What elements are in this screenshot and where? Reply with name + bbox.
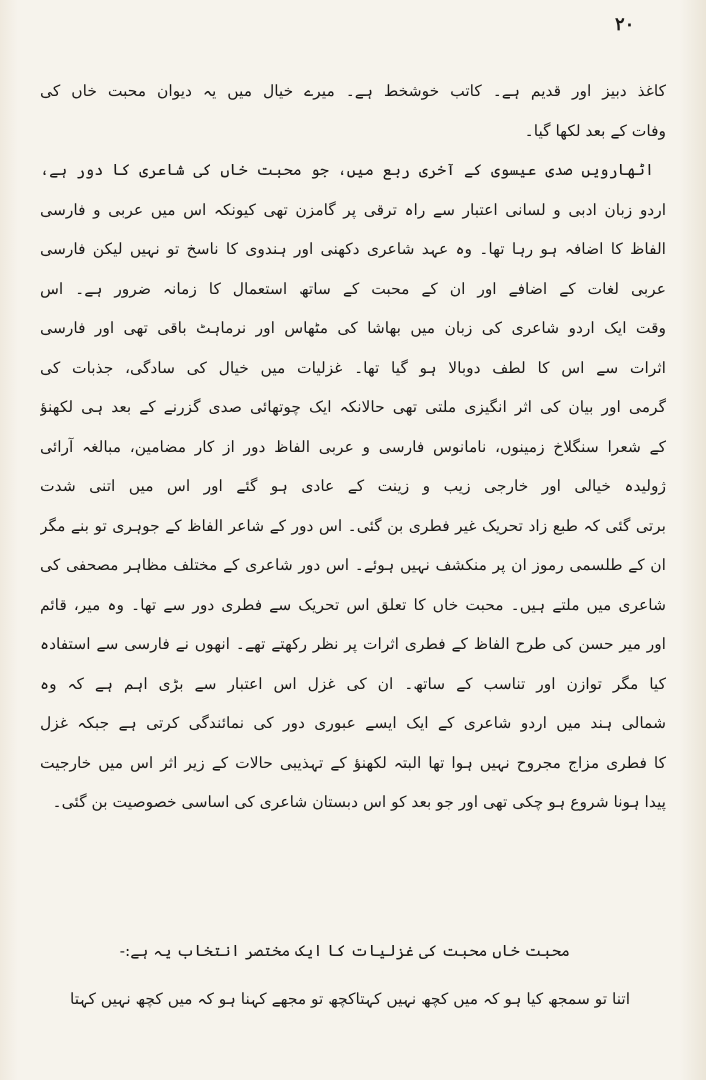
text-line: الفاظ کا اضافہ ہو رہا تھا۔ وہ عہد شاعری دکھنی اور ہندوی کا ناسخ تو نہیں لیکن فارسی: [40, 240, 666, 258]
text-line: اٹھارویں صدی عیسوی کے آخری ربع میں، جو محبت خاں کی شاعری کا دور ہے،: [40, 161, 654, 179]
text-line: برتی گئی کہ طبع زاد تحریک غیر فطری بن گئی۔ اس دور کے شاعر الفاظ کے جوہری تو بنے مگر: [40, 516, 666, 535]
text-line: کیا مگر توازن اور تناسب کے ساتھ۔ ان کی غزل اس اعتبار سے بڑی اہم ہے کہ وہ: [40, 674, 666, 693]
text-line: اثرات سے اس کا لطف دوبالا ہو گیا تھا۔ غزلیات میں خیال کی سادگی، جذبات کی: [40, 358, 666, 377]
text-line: ان کے طلسمی رموز ان پر منکشف نہیں ہوئے۔ اس دور شاعری کے مختلف مظاہر مصحفی کی: [40, 556, 666, 574]
text-line: شمالی ہند میں اردو شاعری کے ایک ایسے عبوری دور کی نمائندگی کرتی ہے جبکہ غزل: [40, 714, 666, 732]
text-line: وفات کے بعد لکھا گیا۔: [524, 121, 666, 140]
text-line: وقت ایک اردو شاعری کی زبان میں بھاشا کی مٹھاس اور نرماہٹ باقی تھی اور فارسی: [40, 319, 666, 337]
text-line: کاغذ دبیز اور قدیم ہے۔ کاتب خوشخط ہے۔ میرے خیال میں یہ دیوان محبت خاں کی: [40, 82, 666, 100]
verse-couplet: [70, 990, 630, 1008]
body-text: [40, 72, 666, 823]
text-line: ژولیدہ خیالی اور خارجی زیب و زینت کے عادی ہو گئے اور اس میں اتنی شدت: [40, 477, 666, 495]
text-line: کے شعرا سنگلاخ زمینوں، نامانوس فارسی و عربی الفاظ دور از کار مضامین، مبالغہ آرائی: [40, 437, 666, 456]
paragraph-2: [40, 151, 666, 823]
paragraph-1: [40, 72, 666, 151]
verse-misra-second: کچھ تو مجھے کہنا ہو کہ میں کچھ نہیں کہتا: [70, 990, 356, 1008]
selection-intro: محبت خاں محبت کی غزلیات کا ایک مختصر انتخاب یہ ہے:-: [119, 942, 570, 960]
text-line: اردو زبان ادبی و لسانی اعتبار سے راہ ترقی پر گامزن تھی کیونکہ اس میں عربی و فارسی: [40, 200, 666, 219]
text-line: اور میر حسن کی طرح الفاظ کے فطری اثرات پر نظر رکھتے تھے۔ انھوں نے فارسی سے استفادہ: [40, 635, 666, 653]
text-line: پیدا ہونا شروع ہو چکی تھی اور جو بعد کو اس دبستان شاعری کی اساسی خصوصیت بن گئی۔: [52, 793, 666, 811]
text-line: عربی لغات کے اضافے اور ان کے محبت کے ساتھ استعمال کا زمانہ ضرور ہے۔ اس: [40, 279, 666, 298]
page-number: ۲۰: [615, 14, 635, 35]
text-line: گرمی اور بیان کی اثر انگیزی ملتی تھی حالانکہ ایک چوتھائی صدی گزرنے کے بعد ہی لکھنؤ: [40, 398, 666, 416]
text-line: شاعری میں ملتے ہیں۔ محبت خاں کا تعلق اس تحریک سے فطری دور سے تھا۔ وہ میر، قائم: [40, 595, 666, 614]
verse-misra-first: اتنا تو سمجھ کیا ہو کہ میں کچھ نہیں کہتا: [355, 990, 630, 1008]
text-line: کا فطری مزاج مجروح نہیں ہوا تھا البتہ لکھنؤ کے تہذیبی حالات کے زیر اثر اس میں خارجیت: [40, 753, 666, 772]
